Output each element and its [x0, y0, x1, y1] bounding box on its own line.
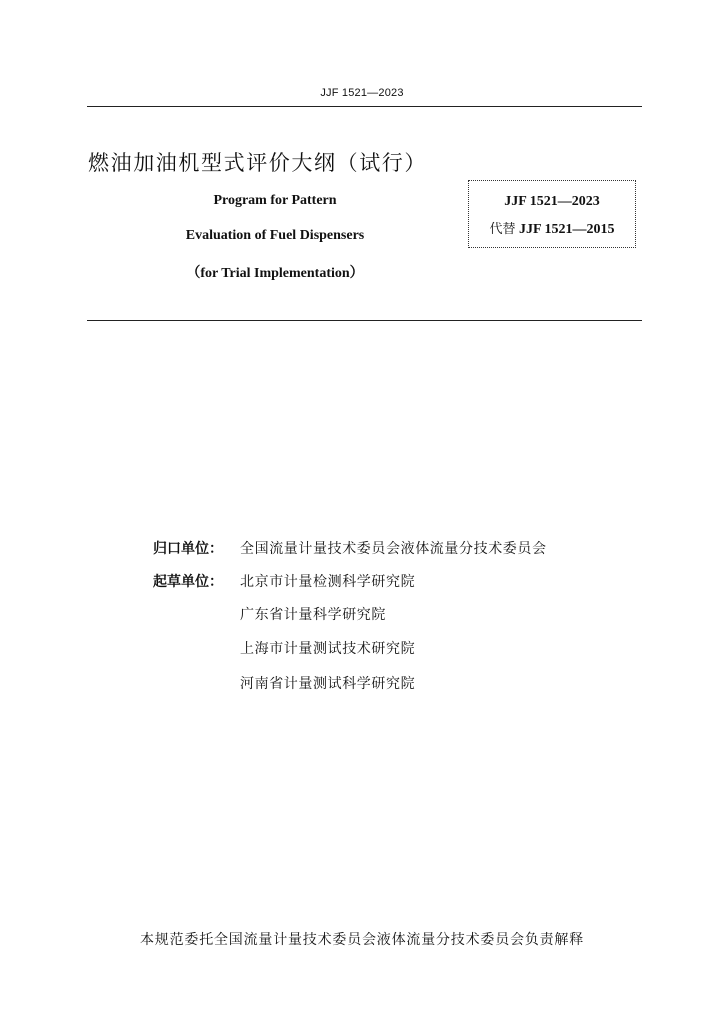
- replaces-label: 代替: [489, 222, 516, 237]
- replaced-code: JJF 1521—2015: [518, 222, 615, 237]
- responsible-unit-label: 归口单位：: [153, 541, 223, 557]
- title-english-line-1: Program for Pattern: [213, 193, 337, 208]
- title-section-rule: [87, 320, 642, 321]
- title-english-line-3: （for Trial Implementation）: [186, 266, 364, 281]
- title-english-line-2: Evaluation of Fuel Dispensers: [185, 228, 365, 243]
- drafting-unit-2: 广东省计量科学研究院: [240, 607, 386, 623]
- drafting-unit-3: 上海市计量测试技术研究院: [240, 641, 416, 657]
- drafting-unit-1: 北京市计量检测科学研究院: [240, 574, 416, 590]
- replaces-line: [468, 218, 636, 238]
- title-chinese: 燃油加油机型式评价大纲（试行）: [88, 151, 427, 175]
- header-rule: [87, 106, 642, 107]
- running-header-code: JJF 1521—2023: [320, 87, 404, 99]
- current-code: JJF 1521—2023: [504, 194, 600, 209]
- drafting-unit-4: 河南省计量测试科学研究院: [240, 676, 416, 692]
- interpretation-note: 本规范委托全国流量计量技术委员会液体流量分技术委员会负责解释: [140, 932, 584, 948]
- responsible-unit: 全国流量计量技术委员会液体流量分技术委员会: [240, 541, 547, 557]
- drafting-unit-label: 起草单位：: [153, 574, 223, 590]
